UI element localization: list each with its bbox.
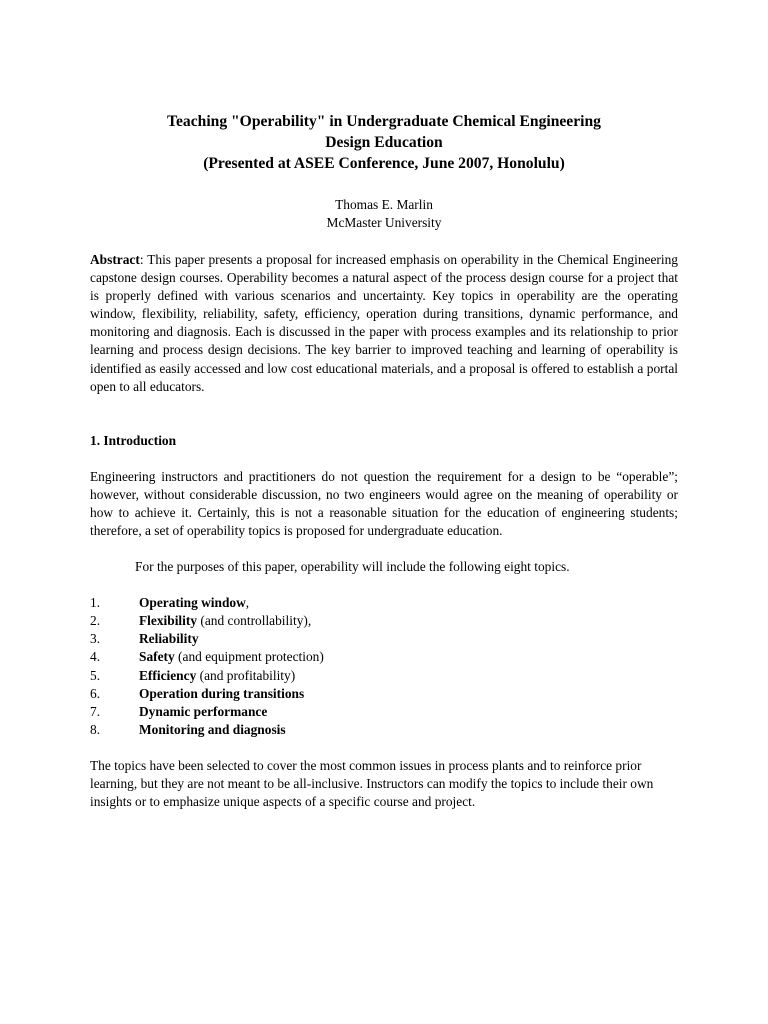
list-item (90, 703, 678, 721)
paper-page (90, 111, 678, 811)
list-item-name: Operating window (139, 595, 246, 611)
introduction-paragraph-2: For the purposes of this paper, operability will include the following eight topics. (135, 559, 570, 575)
list-item-number: 7. (90, 703, 101, 719)
author-block (90, 196, 678, 232)
abstract-text: : This paper presents a proposal for increased emphasis on operability in the Chemical Engineering capstone design courses. Operability becomes a natural aspect of the process design course for a project that is properly defined with various scenarios and uncertainty. Key topics in operability are the operating window, flexibility, reliability, safety, efficiency, operation during transitions, dynamic performance, and monitoring and diagnosis. Each is discussed in the paper with process examples and its relationship to prior learning and process design decisions. The key barrier to improved teaching and learning of operability is identified as easily accessed and low cost educational materials, and a proposal is offered to establish a portal open to all educators. (90, 252, 678, 394)
author-affiliation: McMaster University (326, 215, 442, 230)
list-item-name: Efficiency (139, 667, 197, 683)
abstract-label: Abstract (90, 252, 140, 267)
list-item-number: 4. (90, 649, 101, 665)
list-item-name: Flexibility (139, 613, 198, 629)
list-item (90, 612, 678, 630)
list-item-name: Operation during transitions (139, 685, 305, 701)
list-item (90, 721, 678, 739)
topic-list (90, 594, 678, 739)
list-item-number: 8. (90, 721, 101, 737)
list-item-suffix: (and equipment protection) (174, 649, 324, 665)
title-line-1: Teaching "Operability" in Undergraduate Chemical Engineering (167, 113, 601, 130)
section-heading-introduction: 1. Introduction (90, 432, 177, 448)
title-line-2: Design Education (325, 134, 443, 151)
list-item-number: 3. (90, 631, 101, 647)
list-item-name: Monitoring and diagnosis (139, 721, 286, 737)
list-item (90, 594, 678, 612)
list-item-suffix: (and controllability), (197, 613, 312, 629)
list-item (90, 667, 678, 685)
abstract-paragraph (90, 251, 678, 396)
author-name: Thomas E. Marlin (335, 197, 433, 212)
list-item (90, 630, 678, 648)
list-item (90, 685, 678, 703)
title-line-3: (Presented at ASEE Conference, June 2007, Honolulu) (203, 155, 565, 172)
list-item-name: Dynamic performance (139, 703, 268, 719)
paper-title (90, 111, 678, 174)
list-item-name: Safety (139, 649, 175, 665)
list-item-name: Reliability (139, 631, 199, 647)
list-item-number: 6. (90, 685, 101, 701)
list-item-number: 5. (90, 667, 101, 683)
list-item-suffix: , (245, 595, 250, 611)
list-item (90, 648, 678, 666)
list-item-number: 1. (90, 595, 101, 611)
list-item-suffix: (and profitability) (196, 667, 296, 683)
list-item-number: 2. (90, 613, 101, 629)
introduction-paragraph-3: The topics have been selected to cover the most common issues in process plants and to reinforce prior learning, but they are not meant to be all-inclusive. Instructors can modify the topics to include their own insights or to emphasize unique aspects of a specific course and project. (90, 757, 654, 810)
introduction-paragraph-1: Engineering instructors and practitioners do not question the requirement for a design to be “operable”; however, without considerable discussion, no two engineers would agree on the meaning of operability or how to achieve it. Certainly, this is not a reasonable situation for the education of engineering students; therefore, a set of operability topics is proposed for undergraduate education. (90, 468, 678, 539)
